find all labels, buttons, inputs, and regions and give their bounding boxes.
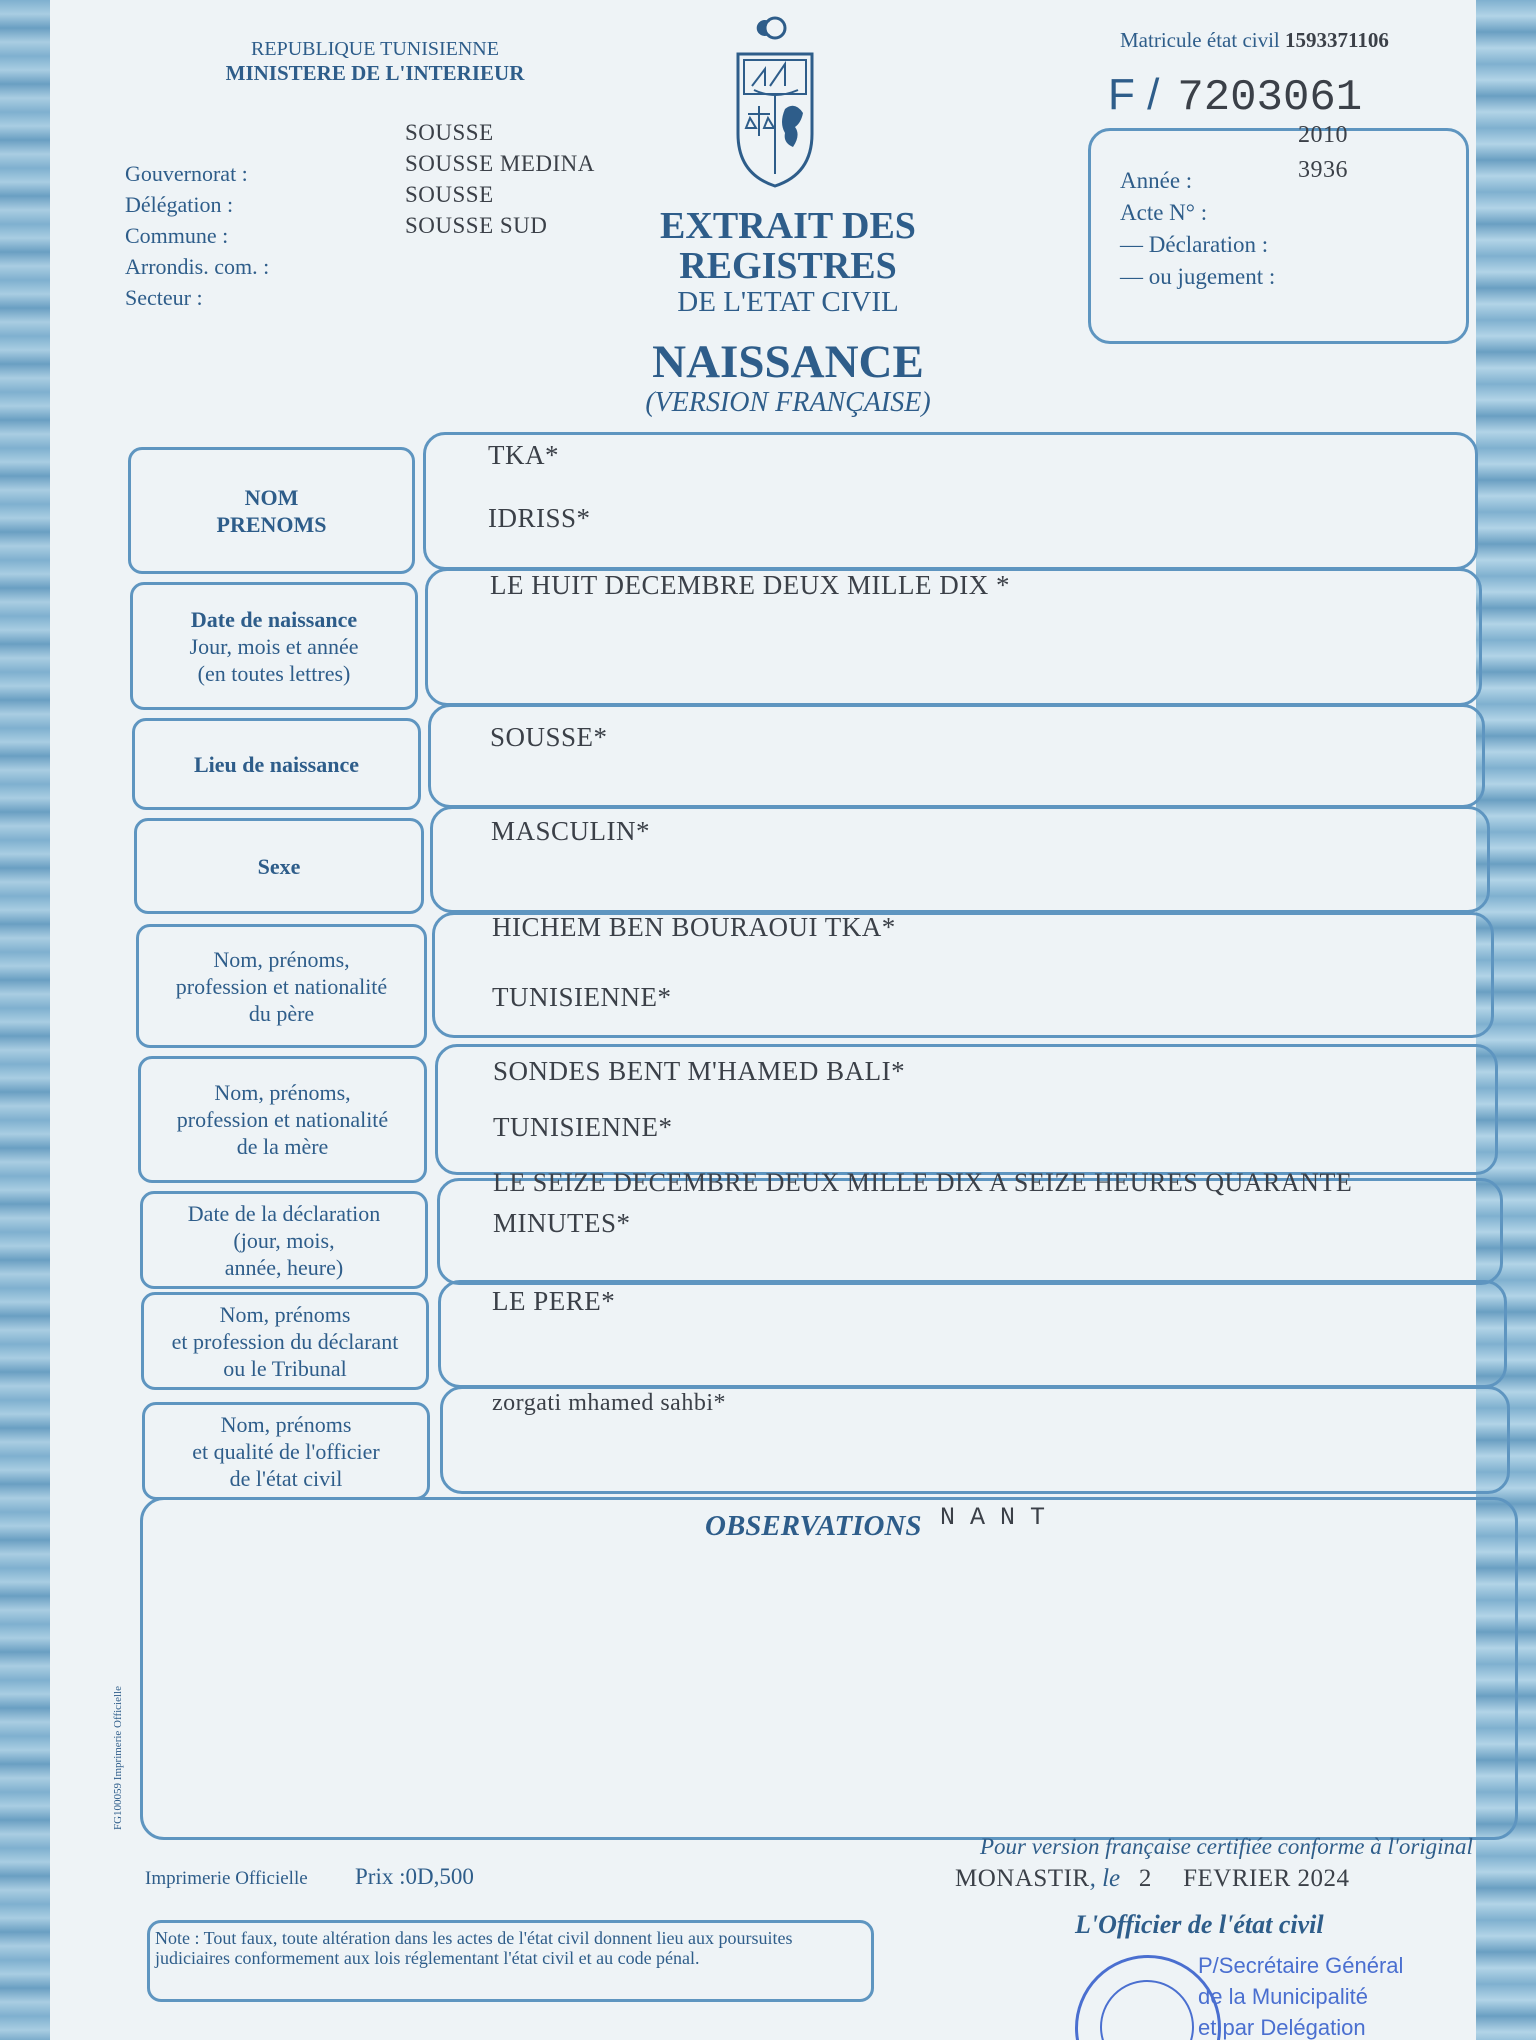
sexe-value: MASCULIN* bbox=[491, 816, 651, 846]
officier-label-1: Nom, prénoms bbox=[220, 1411, 352, 1437]
nom-value: TKA* bbox=[488, 440, 559, 470]
form-prefix: F / bbox=[1108, 70, 1160, 119]
nom-prenoms-field bbox=[423, 432, 1478, 570]
mere-label-3: de la mère bbox=[236, 1134, 329, 1159]
declaration-label-box bbox=[140, 1191, 428, 1289]
declarant-label-1: Nom, prénoms bbox=[219, 1301, 351, 1327]
admin-labels bbox=[125, 158, 269, 313]
prenoms-label: PRENOMS bbox=[216, 511, 327, 537]
document-title bbox=[548, 206, 1028, 418]
stamp-text bbox=[1198, 1950, 1403, 2040]
date-naissance-label-2: Jour, mois et année bbox=[189, 633, 359, 659]
stamp-line1: P/Secrétaire Général bbox=[1198, 1953, 1404, 1978]
mere-label bbox=[138, 1056, 427, 1183]
officier-label-2: et qualité de l'officier bbox=[192, 1438, 380, 1464]
mere-label-1: Nom, prénoms, bbox=[214, 1080, 351, 1105]
tunisia-coat-of-arms-icon bbox=[730, 14, 820, 190]
issue-le: , le bbox=[1089, 1865, 1121, 1892]
lieu-naissance-field bbox=[428, 704, 1485, 808]
delegation-label: Délégation : bbox=[125, 192, 234, 217]
declarant-label-3: ou le Tribunal bbox=[223, 1355, 347, 1381]
observations-title: OBSERVATIONS bbox=[705, 1510, 922, 1542]
observations-box bbox=[140, 1497, 1518, 1840]
nom-label: NOM bbox=[244, 484, 299, 510]
pere-label bbox=[136, 924, 427, 1048]
lieu-naissance-label bbox=[132, 718, 421, 810]
matricule bbox=[1120, 28, 1389, 53]
lieu-naissance-value: SOUSSE* bbox=[490, 722, 608, 752]
issuer-header bbox=[195, 38, 555, 86]
annee-value: 2010 bbox=[1298, 122, 1348, 148]
lieu-label-text: Lieu de naissance bbox=[193, 751, 360, 777]
gouvernorat-value: SOUSSE bbox=[405, 120, 494, 145]
declaration-label-1: Date de la déclaration bbox=[187, 1200, 381, 1226]
date-naissance-value: LE HUIT DECEMBRE DEUX MILLE DIX * bbox=[490, 570, 1010, 600]
stamp-line2: de la Municipalité bbox=[1198, 1984, 1368, 2009]
acte-label: Acte N° : bbox=[1120, 200, 1208, 225]
stamp-line3: et par Delégation bbox=[1198, 2015, 1366, 2040]
title-version: (VERSION FRANÇAISE) bbox=[645, 387, 931, 418]
secteur-label: Secteur : bbox=[125, 285, 203, 310]
form-number-value: 7203061 bbox=[1177, 73, 1363, 123]
mere-label-2: profession et nationalité bbox=[176, 1107, 389, 1132]
date-naissance-label-1: Date de naissance bbox=[190, 606, 358, 632]
sexe-label bbox=[134, 818, 424, 914]
title-line1: EXTRAIT DES REGISTRES bbox=[660, 205, 916, 287]
pere-name-value: HICHEM BEN BOURAOUI TKA* bbox=[492, 912, 896, 942]
issue-place: MONASTIR bbox=[955, 1865, 1090, 1892]
pere-label-1: Nom, prénoms, bbox=[213, 946, 350, 972]
officier-value: zorgati mhamed sahbi* bbox=[492, 1390, 726, 1416]
issue-month-year: FEVRIER 2024 bbox=[1183, 1865, 1350, 1892]
ministry-name: MINISTERE DE L'INTERIEUR bbox=[225, 61, 525, 85]
annee-label: Année : bbox=[1120, 168, 1193, 193]
title-naissance: NAISSANCE bbox=[652, 336, 924, 388]
date-naissance-label bbox=[130, 582, 418, 710]
imprimerie-label: Imprimerie Officielle bbox=[145, 1868, 308, 1889]
arrondissement-value: SOUSSE SUD bbox=[405, 213, 548, 238]
declarant-value: LE PERE* bbox=[492, 1286, 616, 1316]
issue-day: 2 bbox=[1138, 1865, 1152, 1892]
jugement-label: — ou jugement : bbox=[1120, 264, 1276, 289]
declaration-label: — Déclaration : bbox=[1120, 232, 1269, 257]
matricule-value: 1593371106 bbox=[1285, 28, 1389, 52]
declarant-label bbox=[141, 1292, 429, 1390]
side-print-code: FG100059 Imprimerie Officielle bbox=[112, 1686, 124, 1830]
declaration-label-2: (jour, mois, bbox=[233, 1227, 335, 1253]
officier-signature-title: L'Officier de l'état civil bbox=[1075, 1910, 1324, 1939]
commune-value: SOUSSE bbox=[405, 182, 494, 207]
delegation-value: SOUSSE MEDINA bbox=[405, 151, 595, 176]
guilloche-border-left bbox=[0, 0, 50, 2040]
observations-mark: N A N T bbox=[940, 1503, 1046, 1532]
title-line2: DE L'ETAT CIVIL bbox=[677, 286, 899, 318]
issue-place-date bbox=[955, 1865, 1350, 1893]
arrondissement-label: Arrondis. com. : bbox=[125, 254, 270, 279]
mere-name-value: SONDES BENT M'HAMED BALI* bbox=[493, 1056, 906, 1086]
certification-text: Pour version française certifiée conforme à l'original bbox=[980, 1834, 1473, 1859]
pere-label-3: du père bbox=[248, 1000, 315, 1026]
matricule-label: Matricule état civil bbox=[1120, 28, 1280, 52]
republic-name: REPUBLIQUE TUNISIENNE bbox=[251, 38, 499, 60]
nom-prenoms-label bbox=[128, 447, 415, 574]
sexe-label-text: Sexe bbox=[257, 853, 301, 879]
prenoms-value: IDRISS* bbox=[488, 503, 591, 533]
declarant-label-2: et profession du déclarant bbox=[171, 1328, 399, 1354]
pere-nationality-value: TUNISIENNE* bbox=[492, 982, 672, 1012]
acte-value: 3936 bbox=[1298, 157, 1348, 183]
commune-label: Commune : bbox=[125, 223, 229, 248]
acte-labels bbox=[1120, 165, 1275, 293]
declaration-value-line1: LE SEIZE DECEMBRE DEUX MILLE DIX A SEIZE HEURES QUARANTE bbox=[493, 1168, 1353, 1197]
form-number bbox=[1108, 70, 1362, 123]
officier-label-3: de l'état civil bbox=[229, 1465, 343, 1491]
gouvernorat-label: Gouvernorat : bbox=[125, 161, 248, 186]
officier-label bbox=[142, 1402, 430, 1500]
declaration-value-line2: MINUTES* bbox=[493, 1208, 631, 1238]
date-naissance-label-3: (en toutes lettres) bbox=[197, 660, 351, 686]
prix-label: Prix :0D,500 bbox=[355, 1864, 474, 1889]
legal-note: Note : Tout faux, toute altération dans les actes de l'état civil donnent lieu aux poursuites judiciaires conformement aux lois réglementant l'état civil et au code pénal. bbox=[155, 1928, 793, 1968]
declaration-label-3: année, heure) bbox=[224, 1254, 344, 1280]
mere-nationality-value: TUNISIENNE* bbox=[493, 1112, 673, 1142]
pere-label-2: profession et nationalité bbox=[175, 973, 388, 999]
